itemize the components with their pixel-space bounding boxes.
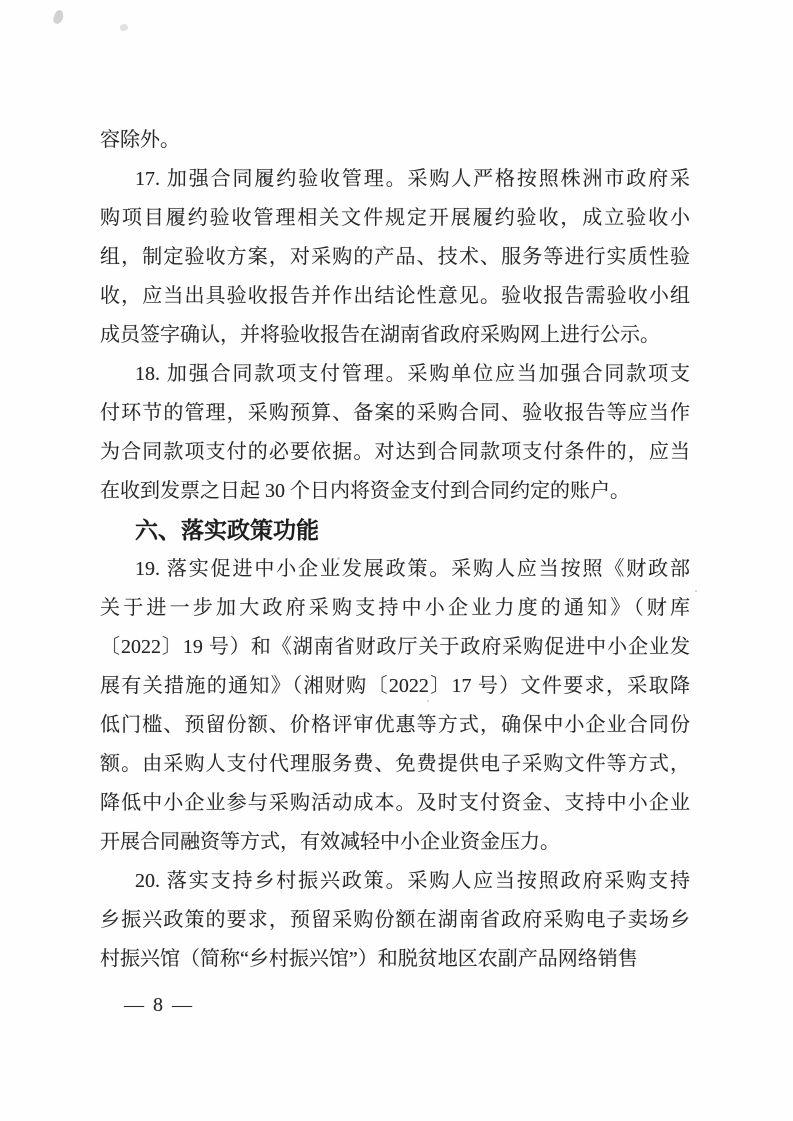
scan-speck <box>695 590 697 592</box>
paragraph <box>100 862 690 979</box>
text-line: 额。由采购人支付代理服务费、免费提供电子采购文件等方式， <box>100 753 690 775</box>
text-line: 19. 落实促进中小企业发展政策。采购人应当按照《财政部 <box>135 558 690 580</box>
text-line: 降低中小企业参与采购活动成本。及时支付资金、支持中小企业 <box>100 792 690 814</box>
text-line: 为合同款项支付的必要依据。对达到合同款项支付条件的，应当 <box>100 441 690 463</box>
text-line: 开展合同融资等方式，有效减轻中小企业资金压力。 <box>100 831 560 853</box>
text-line: 付环节的管理，采购预算、备案的采购合同、验收报告等应当作 <box>100 402 690 424</box>
text-line: 在收到发票之日起 30 个日内将资金支付到合同约定的账户。 <box>100 480 630 502</box>
text-line: 〔2022〕19 号）和《湖南省财政厅关于政府采购促进中小企业发 <box>100 636 690 658</box>
paragraph <box>100 160 690 355</box>
text-line: 展有关措施的通知》（湘财购〔2022〕17 号）文件要求，采取降 <box>100 675 690 697</box>
text-line: 18. 加强合同款项支付管理。采购单位应当加强合同款项支 <box>135 363 690 385</box>
document-body <box>100 121 690 979</box>
text-line: 低门槛、预留份额、价格评审优惠等方式，确保中小企业合同份 <box>100 714 690 736</box>
text-line: 20. 落实支持乡村振兴政策。采购人应当按照政府采购支持 <box>135 870 690 892</box>
text-line: 成员签字确认，并将验收报告在湖南省政府采购网上进行公示。 <box>100 324 660 346</box>
text-line: 购项目履约验收管理相关文件规定开展履约验收，成立验收小 <box>100 207 690 229</box>
scan-smudge <box>52 9 65 25</box>
scan-smudge <box>119 23 128 32</box>
text-line: 收，应当出具验收报告并作出结论性意见。验收报告需验收小组 <box>100 285 690 307</box>
paragraph <box>100 355 690 511</box>
text-line: 关于进一步加大政府采购支持中小企业力度的通知》（财库 <box>100 597 690 619</box>
text-line: 组，制定验收方案，对采购的产品、技术、服务等进行实质性验 <box>100 246 690 268</box>
text-line: 17. 加强合同履约验收管理。采购人严格按照株洲市政府采 <box>135 168 690 190</box>
text-line: 乡振兴政策的要求，预留采购份额在湖南省政府采购电子卖场乡 <box>100 909 690 931</box>
text-line: 村振兴馆（简称“乡村振兴馆”）和脱贫地区农副产品网络销售 <box>100 948 638 970</box>
page-number: — 8 — <box>124 994 194 1016</box>
heading-text: 六、落实政策功能 <box>135 517 319 543</box>
text-line: 容除外。 <box>100 129 180 151</box>
paragraph <box>100 550 690 862</box>
paragraph <box>100 121 690 160</box>
section-heading <box>100 511 690 550</box>
